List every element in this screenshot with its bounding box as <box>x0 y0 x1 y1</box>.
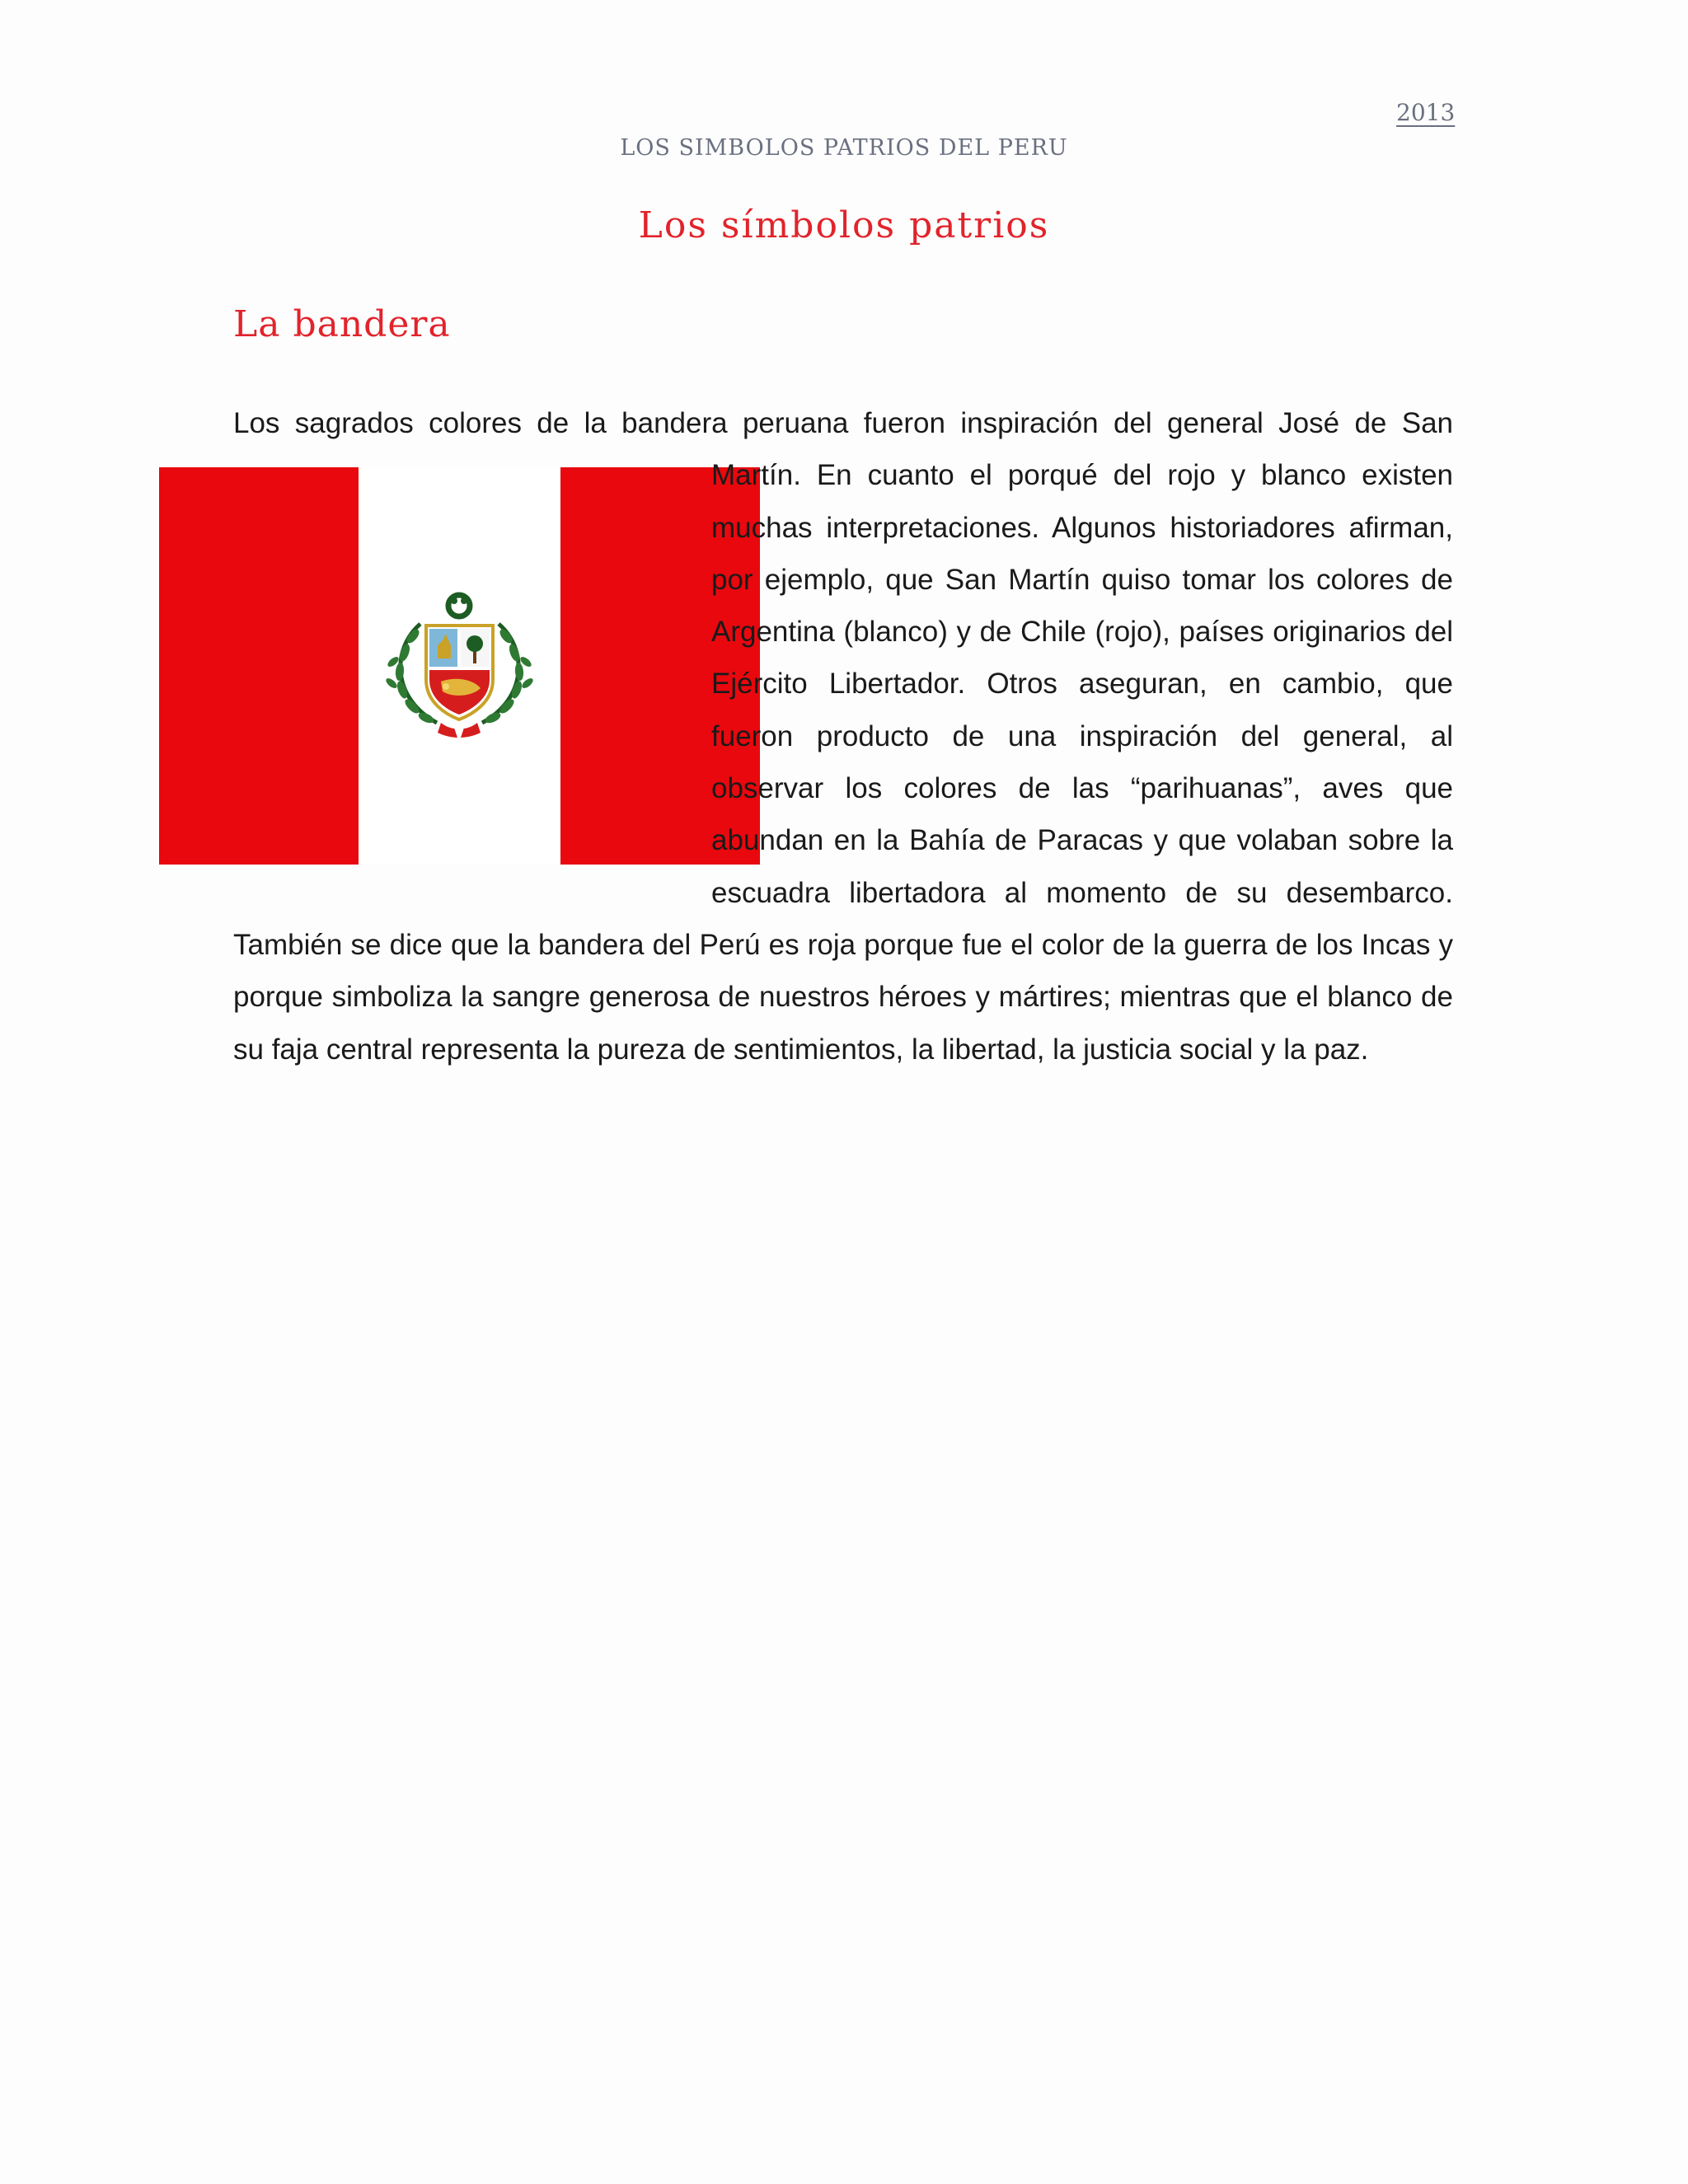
flag-text-wrap-area <box>157 465 711 910</box>
header-year: 2013 <box>1396 99 1456 126</box>
body-paragraph <box>233 397 1453 1076</box>
page-title: Los símbolos patrios <box>638 204 1050 246</box>
body-paragraph-text: Los sagrados colores de la bandera peruana fueron inspiración del general José de San Martín. En cuanto el porqué del rojo y blanco existen muchas interpretaciones. Algunos historiadores afirman, por ejemplo, que San Martín quiso tomar los colores de Argentina (blanco) y de Chile (rojo), países originarios del Ejército Libertador. Otros aseguran, en cambio, que fueron producto de una inspiración del general, al observar los colores de las “parihuanas”, aves que abundan en la Bahía de Paracas y que volaban sobre la escuadra libertadora al momento de su desembarco. También se dice que la bandera del Perú es roja porque fue el color de la guerra de los Incas y porque simboliza la sangre generosa de nuestros héroes y mártires; mientras que el blanco de su faja central representa la pureza de sentimientos, la libertad, la justicia social y la paz. <box>233 407 1453 1066</box>
running-header-title: LOS SIMBOLOS PATRIOS DEL PERU <box>620 135 1068 161</box>
section-heading: La bandera <box>233 303 451 345</box>
